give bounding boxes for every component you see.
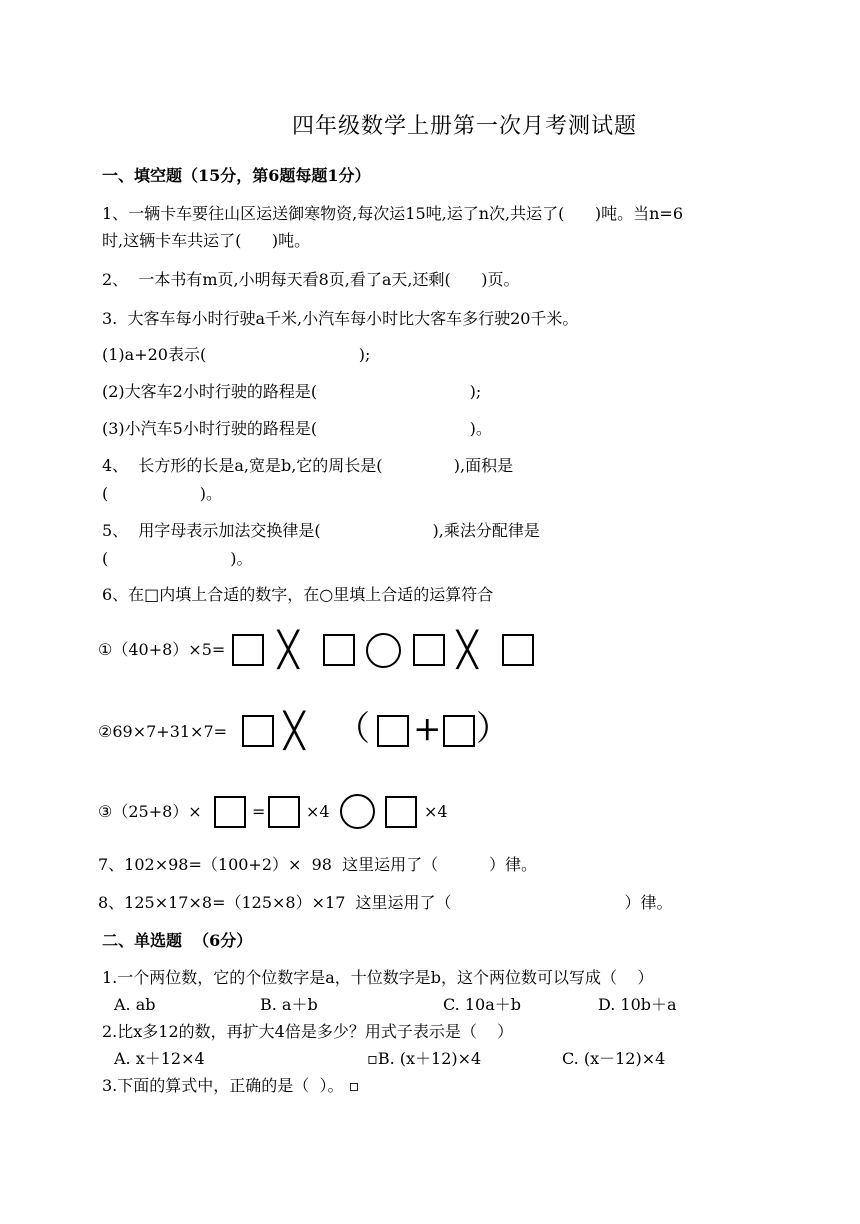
answer-box[interactable] — [413, 634, 445, 666]
q6-row2-prefix: ②69×7+31×7= — [98, 722, 228, 741]
operator-circle[interactable] — [340, 794, 375, 829]
section1-heading: 一、填空题（15分，第6题每题1分） — [102, 166, 371, 185]
page-title: 四年级数学上册第一次月考测试题 — [292, 114, 638, 139]
question-3-part3: (3)小汽车5小时行驶的路程是( )。 — [102, 419, 492, 438]
left-paren: （ — [336, 709, 370, 749]
answer-box[interactable] — [323, 634, 355, 666]
multiply-icon: ╳ — [278, 630, 299, 670]
question-1-line1: 1、一辆卡车要往山区运送御寒物资,每次运15吨,运了n次,共运了( )吨。当n=6 — [102, 204, 683, 223]
answer-box[interactable] — [242, 715, 274, 747]
question-5-line2: ( )。 — [102, 549, 253, 568]
question-4-line2: ( )。 — [102, 484, 223, 503]
answer-box[interactable] — [377, 715, 409, 747]
mc2-option-a[interactable]: A. x＋12×4 — [114, 1049, 205, 1068]
section2-heading: 二、单选题 （6分） — [102, 931, 253, 950]
equals-sign: = — [252, 802, 266, 821]
question-4-line1: 4、 长方形的长是a,宽是b,它的周长是( ),面积是 — [102, 456, 514, 475]
q6-row3-prefix: ③（25+8）× — [98, 802, 202, 821]
mc1-option-d[interactable]: D. 10b＋a — [598, 995, 677, 1014]
question-7: 7、102×98=（100+2）× 98 这里运用了（ ）律。 — [98, 855, 537, 874]
mc2-option-c[interactable]: C. (x－12)×4 — [562, 1049, 666, 1068]
question-3: 3. 大客车每小时行驶a千米,小汽车每小时比大客车多行驶20千米。 — [102, 309, 579, 328]
answer-box[interactable] — [385, 796, 417, 828]
mc2-option-b[interactable]: ▫B. (x＋12)×4 — [367, 1049, 482, 1068]
mc1-option-a[interactable]: A. ab — [114, 995, 156, 1014]
mc-question-1: 1.一个两位数，它的个位数字是a，十位数字是b，这个两位数可以写成（ ） — [102, 968, 654, 987]
answer-box[interactable] — [443, 715, 475, 747]
answer-box[interactable] — [232, 634, 264, 666]
multiply-icon: ╳ — [284, 711, 305, 751]
question-5-line1: 5、 用字母表示加法交换律是( ),乘法分配律是 — [102, 521, 540, 540]
question-3-part2: (2)大客车2小时行驶的路程是( ); — [102, 382, 482, 401]
q6-row1-prefix: ①（40+8）×5= — [98, 640, 226, 659]
times-four-label: ×4 — [424, 802, 448, 821]
mc1-option-b[interactable]: B. a＋b — [260, 995, 318, 1014]
mc1-option-c[interactable]: C. 10a＋b — [443, 995, 521, 1014]
plus-sign: + — [413, 709, 442, 749]
question-8: 8、125×17×8=（125×8）×17 这里运用了（ ）律。 — [98, 893, 673, 912]
operator-circle[interactable] — [366, 633, 401, 668]
question-3-part1: (1)a+20表示( ); — [102, 345, 371, 364]
question-2: 2、 一本书有m页,小明每天看8页,看了a天,还剩( )页。 — [102, 270, 520, 289]
times-four-label: ×4 — [306, 802, 330, 821]
mc-question-2: 2.比x多12的数，再扩大4倍是多少？用式子表示是（ ） — [102, 1022, 514, 1041]
multiply-icon: ╳ — [457, 630, 478, 670]
question-1-line2: 时,这辆卡车共运了( )吨。 — [102, 231, 311, 250]
question-6: 6、在□内填上合适的数字，在○里填上合适的运算符合 — [102, 585, 494, 604]
answer-box[interactable] — [268, 796, 300, 828]
answer-box[interactable] — [502, 634, 534, 666]
right-paren: ） — [476, 709, 510, 749]
answer-box[interactable] — [214, 796, 246, 828]
mc-question-3: 3.下面的算式中，正确的是（ ）。 ▫ — [102, 1076, 360, 1095]
